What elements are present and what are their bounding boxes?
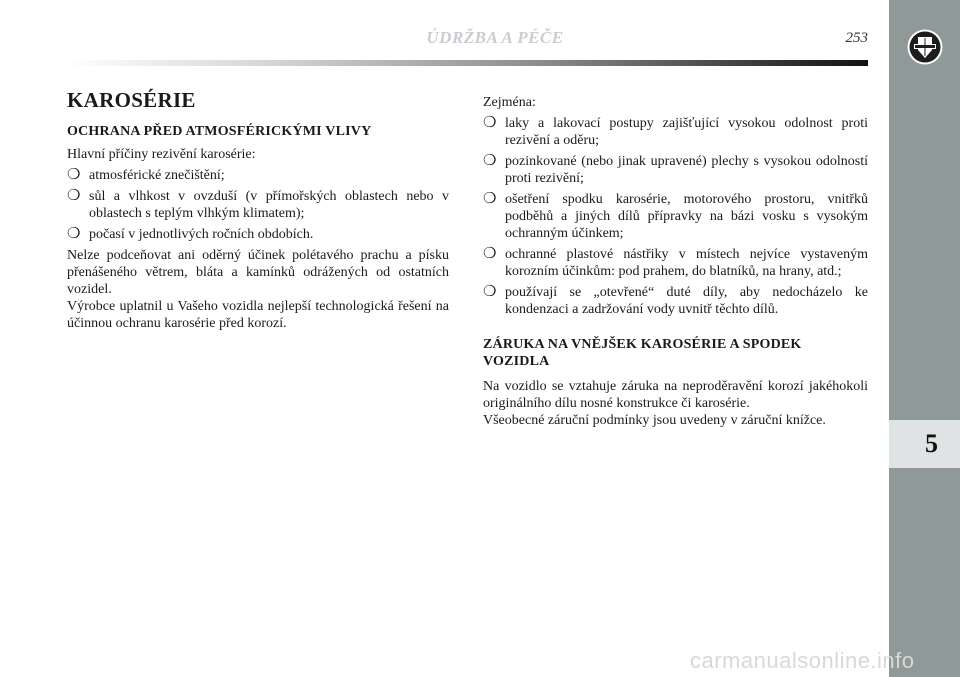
page-number: 253 [845, 30, 868, 46]
circle-bullet-icon: ❍ [67, 226, 81, 242]
left-column [67, 88, 449, 336]
intro-text: Hlavní příčiny rezivění karosérie: [67, 147, 256, 162]
chapter-sidebar [889, 0, 960, 677]
watermark: carmanualsonline.info [690, 648, 915, 673]
list-item: ❍ laky a lakovací postupy zajišťující vysokou odolnost proti rezivění a oděru; [483, 115, 868, 148]
circle-bullet-icon: ❍ [483, 191, 497, 207]
spacer [483, 322, 868, 336]
list-item: ❍ ochranné plastové nástřiky v místech nejvíce vystaveným korozním účinkům: pod prahem, do blatníků, na hrany, atd.; [483, 246, 868, 279]
lancia-logo-icon [906, 28, 944, 66]
list-item: ❍ atmosférické znečištění; [67, 167, 225, 183]
list-item: ❍ používají se „otevřené“ duté díly, aby nedocházelo ke kondenzaci a zadržování vody uvnitř těchto dílů. [483, 284, 868, 317]
intro-text: Zejména: [483, 95, 536, 110]
list-item: ❍ ošetření spodku karosérie, motorového prostoru, vnitřků podběhů a jiných dílů přípravky na bázi vosku s vysokým ochranným účinkem; [483, 191, 868, 241]
body-paragraph: Na vozidlo se vztahuje záruka na neproděravění korozí jakéhokoli originálního dílu nosné konstrukce či karosérie. [483, 379, 868, 411]
body-paragraph: Výrobce uplatnil u Vašeho vozidla nejlepší technologická řešení na účinnou ochranu karosérie před korozí. [67, 299, 449, 331]
circle-bullet-icon: ❍ [67, 188, 81, 204]
section-title: KAROSÉRIE [67, 88, 196, 112]
running-head: ÚDRŽBA A PÉČE [426, 28, 564, 47]
chapter-tab[interactable] [889, 420, 960, 468]
protection-list [483, 115, 868, 318]
causes-list [67, 167, 449, 243]
list-item: ❍ počasí v jednotlivých ročních obdobích. [67, 226, 314, 242]
circle-bullet-icon: ❍ [483, 115, 497, 131]
circle-bullet-icon: ❍ [67, 167, 81, 183]
circle-bullet-icon: ❍ [483, 246, 497, 262]
body-paragraph: Všeobecné záruční podmínky jsou uvedeny v záruční knížce. [483, 413, 826, 428]
list-item: ❍ pozinkované (nebo jinak upravené) plechy s vysokou odolností proti rezivění; [483, 153, 868, 186]
right-column [483, 94, 868, 433]
list-item: ❍ sůl a vlhkost v ovzduší (v přímořských oblastech nebo v oblastech s teplým vlhkým klimatem); [67, 188, 449, 221]
body-paragraph: Nelze podceňovat ani oděrný účinek polétavého prachu a písku přenášeného větrem, bláta a kamínků odrážených od ostatních vozidel. [67, 248, 449, 297]
header-rule [66, 60, 868, 66]
warranty-heading: ZÁRUKA NA VNĚJŠEK KAROSÉRIE A SPODEK VOZIDLA [483, 337, 802, 369]
circle-bullet-icon: ❍ [483, 153, 497, 169]
chapter-number: 5 [925, 429, 938, 458]
section-subtitle: OCHRANA PŘED ATMOSFÉRICKÝMI VLIVY [67, 124, 372, 139]
circle-bullet-icon: ❍ [483, 284, 497, 300]
